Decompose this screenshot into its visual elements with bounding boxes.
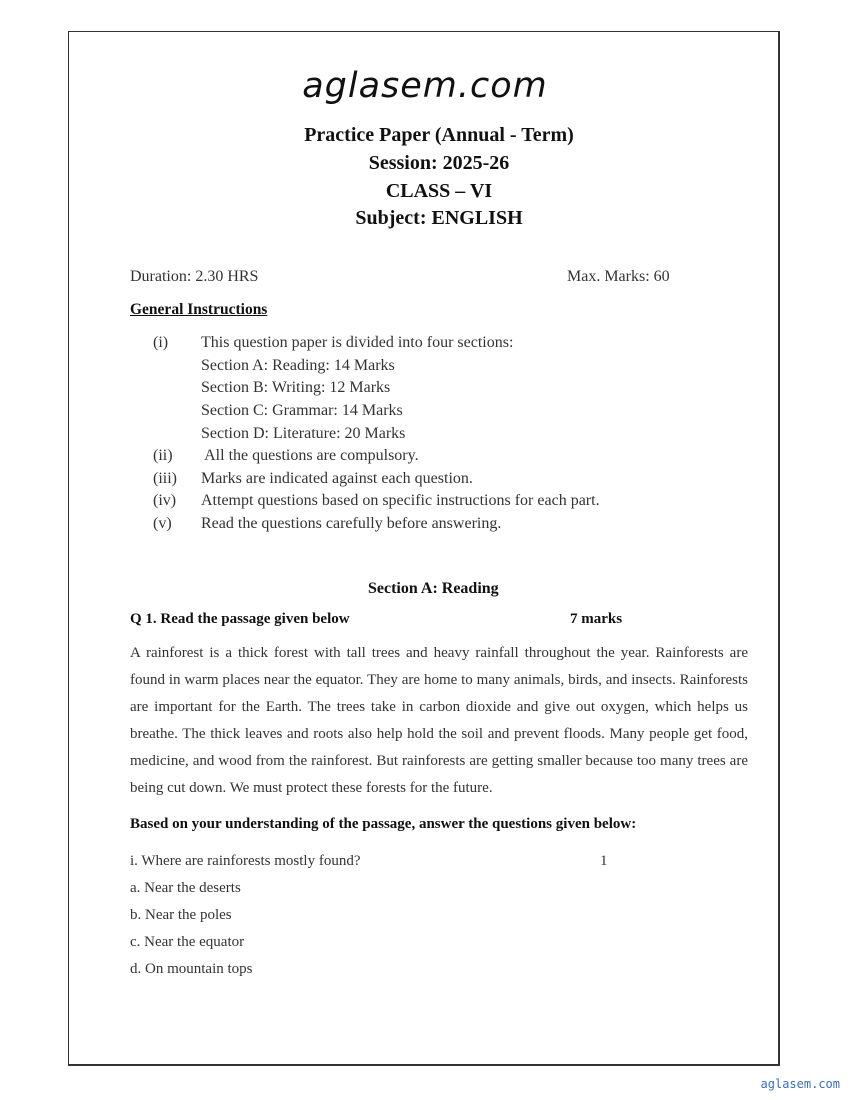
instruction-num: (ii): [153, 447, 173, 464]
instruction-text: All the questions are compulsory.: [201, 447, 419, 464]
instruction-num: (v): [153, 515, 172, 532]
option-b: b. Near the poles: [130, 907, 232, 923]
q1-marks: 7 marks: [570, 611, 623, 627]
question-marks: 1: [600, 853, 608, 869]
class-line: CLASS – VI: [385, 180, 493, 202]
session-line: Session: 2025-26: [368, 152, 510, 174]
reading-passage: A rainforest is a thick forest with tall trees and heavy rainfall throughout the year. Rainforests are found in warm places near the equator. They are home to many animals, birds, and insects. Rainforests are important for the Earth. The trees take in carbon dioxide and give out oxygen, which helps us breathe. The thick leaves and roots also help hold the soil and prevent floods. Many people get food, medicine, and wood from the rainforest. But rainforests are getting smaller because too many trees are being cut down. We must protect these forests for the future.: [130, 645, 748, 796]
instruction-text: Read the questions carefully before answering.: [201, 515, 502, 532]
option-c: c. Near the equator: [130, 934, 245, 950]
question-prompt: Based on your understanding of the passage, answer the questions given below:: [130, 816, 637, 832]
instruction-num: (i): [153, 334, 169, 351]
option-d: d. On mountain tops: [130, 961, 253, 977]
question-text: i. Where are rainforests mostly found?: [130, 853, 361, 869]
instruction-text: Section A: Reading: 14 Marks: [201, 357, 395, 374]
instruction-num: (iv): [153, 492, 177, 509]
paper-title: Practice Paper (Annual - Term): [304, 124, 574, 146]
footer-watermark: aglasem.com: [760, 1077, 840, 1091]
instruction-text: Section D: Literature: 20 Marks: [201, 425, 406, 442]
instructions-heading: General Instructions: [130, 301, 268, 318]
q1-label: Q 1. Read the passage given below: [130, 611, 350, 627]
instruction-text: This question paper is divided into four sections:: [201, 334, 514, 351]
instruction-text: Section B: Writing: 12 Marks: [201, 379, 391, 396]
instruction-num: (iii): [153, 470, 177, 487]
instruction-text: Marks are indicated against each question.: [201, 470, 473, 487]
site-logo: aglasem.com: [302, 66, 548, 106]
instruction-text: Section C: Grammar: 14 Marks: [201, 402, 403, 419]
subject-line: Subject: ENGLISH: [355, 207, 523, 229]
duration: Duration: 2.30 HRS: [130, 268, 259, 285]
section-a-title: Section A: Reading: [368, 580, 499, 597]
instruction-text: Attempt questions based on specific instructions for each part.: [201, 492, 600, 509]
max-marks: Max. Marks: 60: [567, 268, 670, 285]
option-a: a. Near the deserts: [130, 880, 241, 896]
